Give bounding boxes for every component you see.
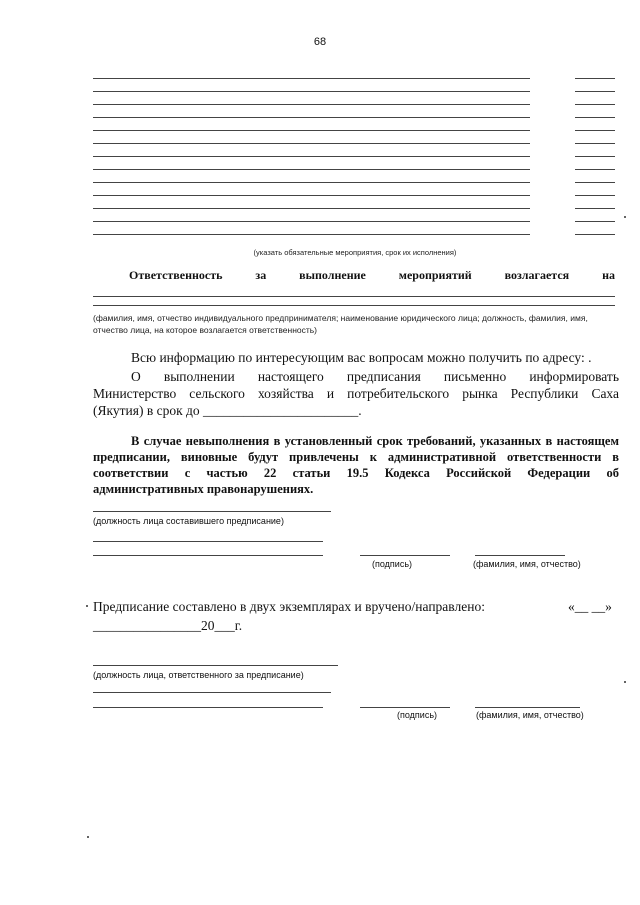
name-label: (фамилия, имя, отчество) [473,559,581,569]
responsible-blank-line-2 [93,305,615,306]
composer-position-line [93,511,331,512]
responsible-line-3 [93,707,323,708]
responsible-position-line [93,665,338,666]
report-line-2: Министерство сельского хозяйства и потребительского рынка Республики Саха [93,386,619,401]
warning-line-1: В случае невыполнения в установленный срок требований, указанных в настоящем [131,434,619,448]
responsible-blank-line [93,296,615,297]
composer-line-3 [93,555,323,556]
composer-line-2 [93,541,323,542]
warning-line-3: соответствии с частью 22 статьи 19.5 Кодекса Российской Федерации об [93,466,619,480]
report-line-1: О выполнении настоящего предписания письменно информировать [131,369,619,384]
date-line: ________________20___г. [93,618,243,633]
info-paragraph: Всю информацию по интересующим вас вопросам можно получить по адресу: . [131,350,592,365]
resp-word-4: мероприятий [398,268,472,282]
name-label-2: (фамилия, имя, отчество) [476,710,584,720]
resp-word-5: возлагается [504,268,570,282]
date-quote: «__ __» [568,599,612,614]
responsible-line-2 [93,692,331,693]
measures-caption: (указать обязательные мероприятия, срок их исполнения) [253,248,457,257]
responsible-caption: (фамилия, имя, отчество индивидуального предпринимателя; наименование юридического лица; должность, фамилия, имя, отчество лица, на которое возлагается ответственность) [93,313,588,335]
resp-word-6: на [602,268,615,282]
warning-line-4: административных правонарушениях. [93,482,314,496]
report-line-3: (Якутия) в срок до _______________________. [93,403,362,418]
signature-label-2: (подпись) [397,710,438,720]
page-number: 68 [313,36,327,48]
name-line [475,555,565,556]
responsible-person-caption: (должность лица, ответственного за предписание) [93,670,304,680]
scan-speck [624,216,626,218]
resp-word-3: выполнение [299,268,366,282]
resp-word-1: Ответственность [129,268,223,282]
signature-line-2 [360,707,450,708]
name-line-2 [475,707,580,708]
composer-caption: (должность лица составившего предписание) [93,516,284,526]
scan-speck [86,605,88,607]
copies-line: Предписание составлено в двух экземплярах и вручено/направлено: [93,599,485,614]
responsibility-line [93,268,615,283]
signature-line [360,555,450,556]
resp-word-2: за [255,268,267,282]
signature-label: (подпись) [372,559,413,569]
scan-speck [87,836,89,838]
scan-speck [624,681,626,683]
warning-line-2: предписании, виновные будут привлечены к административной ответственности в [93,450,619,464]
